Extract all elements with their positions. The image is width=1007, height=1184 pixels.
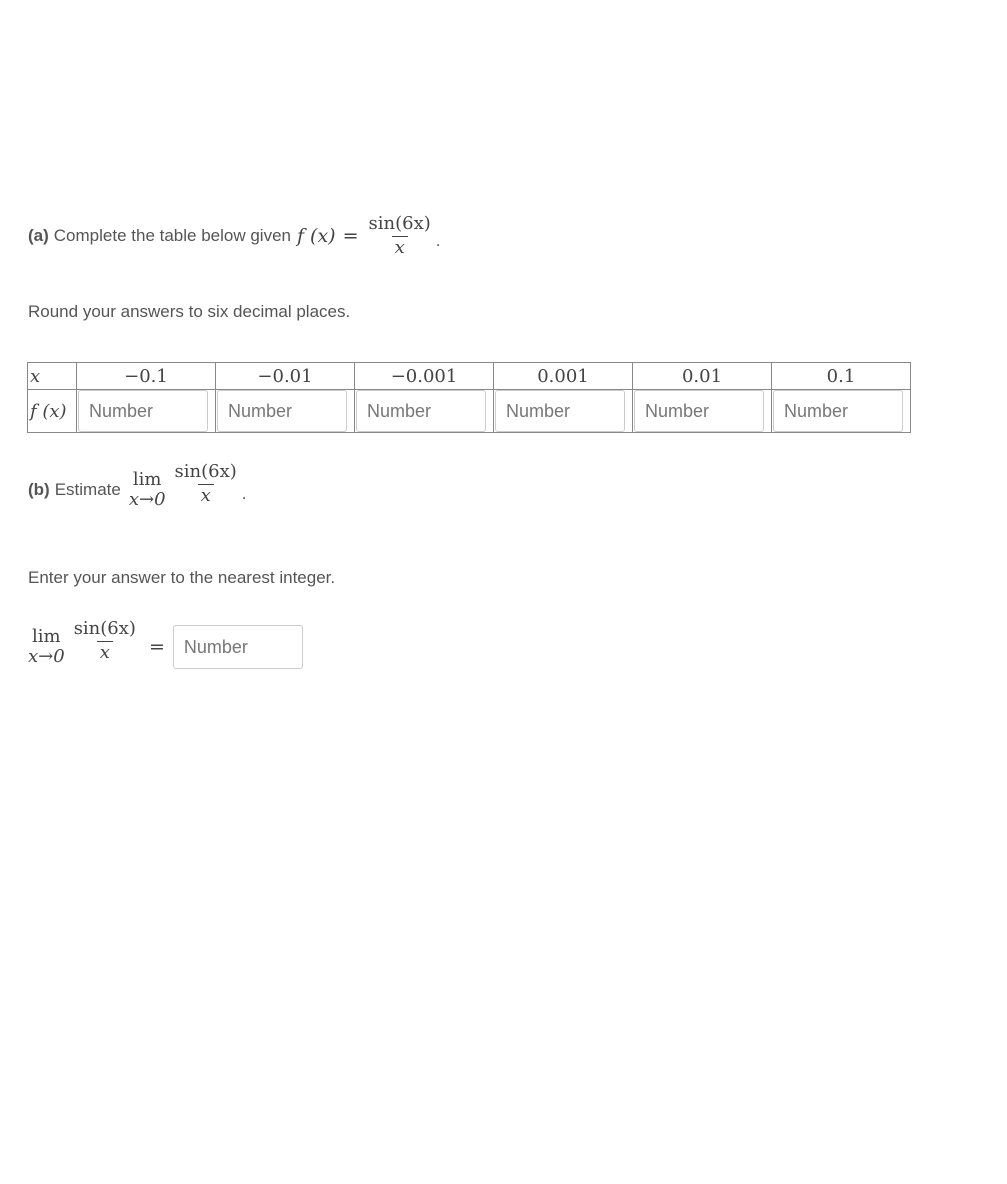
fx-input-neg-0.001[interactable] bbox=[356, 390, 486, 432]
part-a-prompt bbox=[28, 214, 441, 257]
x-value-cell: 0.01 bbox=[633, 363, 772, 390]
equals-sign: = bbox=[342, 224, 359, 247]
fx-input-0.001[interactable] bbox=[495, 390, 625, 432]
limit-operator bbox=[129, 470, 166, 510]
fx-cell bbox=[633, 390, 772, 433]
fraction-numerator: sin(6x) bbox=[368, 213, 431, 234]
fx-cell bbox=[77, 390, 216, 433]
function-lhs: f (x) bbox=[296, 224, 336, 247]
fx-input-neg-0.1[interactable] bbox=[78, 390, 208, 432]
x-row-label: x bbox=[28, 363, 77, 390]
nearest-instruction: Enter your answer to the nearest integer. bbox=[28, 568, 336, 587]
x-row bbox=[28, 363, 911, 390]
equals-sign: = bbox=[148, 636, 165, 658]
part-a-text: Complete the table below given bbox=[53, 225, 291, 245]
round-instruction: Round your answers to six decimal places. bbox=[28, 302, 351, 321]
fraction-denominator: x bbox=[392, 236, 408, 257]
limit-answer-row bbox=[28, 617, 303, 669]
x-value-cell: −0.01 bbox=[216, 363, 355, 390]
fraction-denominator: x bbox=[198, 484, 214, 505]
fx-cell bbox=[355, 390, 494, 433]
fraction-denominator: x bbox=[97, 641, 113, 662]
fx-input-neg-0.01[interactable] bbox=[217, 390, 347, 432]
fx-cell bbox=[494, 390, 633, 433]
fraction-numerator: sin(6x) bbox=[174, 460, 237, 482]
fraction-numerator: sin(6x) bbox=[73, 617, 136, 639]
limit-answer-input[interactable] bbox=[173, 625, 303, 669]
limit-fraction bbox=[71, 619, 139, 662]
fx-input-0.1[interactable] bbox=[773, 390, 903, 432]
part-a-label: (a) bbox=[28, 225, 49, 245]
fx-cell bbox=[772, 390, 911, 433]
part-b-label: (b) bbox=[28, 480, 50, 499]
fx-row-label: f (x) bbox=[28, 390, 77, 433]
x-value-cell: 0.1 bbox=[772, 363, 911, 390]
part-b-text: Estimate bbox=[54, 480, 121, 499]
x-value-cell: −0.001 bbox=[355, 363, 494, 390]
lim-subscript: x→0 bbox=[128, 489, 166, 510]
fx-input-0.01[interactable] bbox=[634, 390, 764, 432]
limit-operator bbox=[28, 627, 65, 667]
period: . bbox=[241, 484, 247, 503]
fx-row bbox=[28, 390, 911, 433]
limit-fraction bbox=[172, 462, 240, 505]
x-value-cell: −0.1 bbox=[77, 363, 216, 390]
values-table bbox=[27, 362, 911, 433]
part-b-prompt bbox=[28, 460, 247, 510]
period: . bbox=[435, 231, 441, 250]
lim-text: lim bbox=[32, 626, 61, 647]
lim-text: lim bbox=[132, 469, 162, 490]
lim-subscript: x→0 bbox=[28, 646, 65, 667]
x-value-cell: 0.001 bbox=[494, 363, 633, 390]
fx-cell bbox=[216, 390, 355, 433]
function-fraction bbox=[366, 214, 434, 257]
